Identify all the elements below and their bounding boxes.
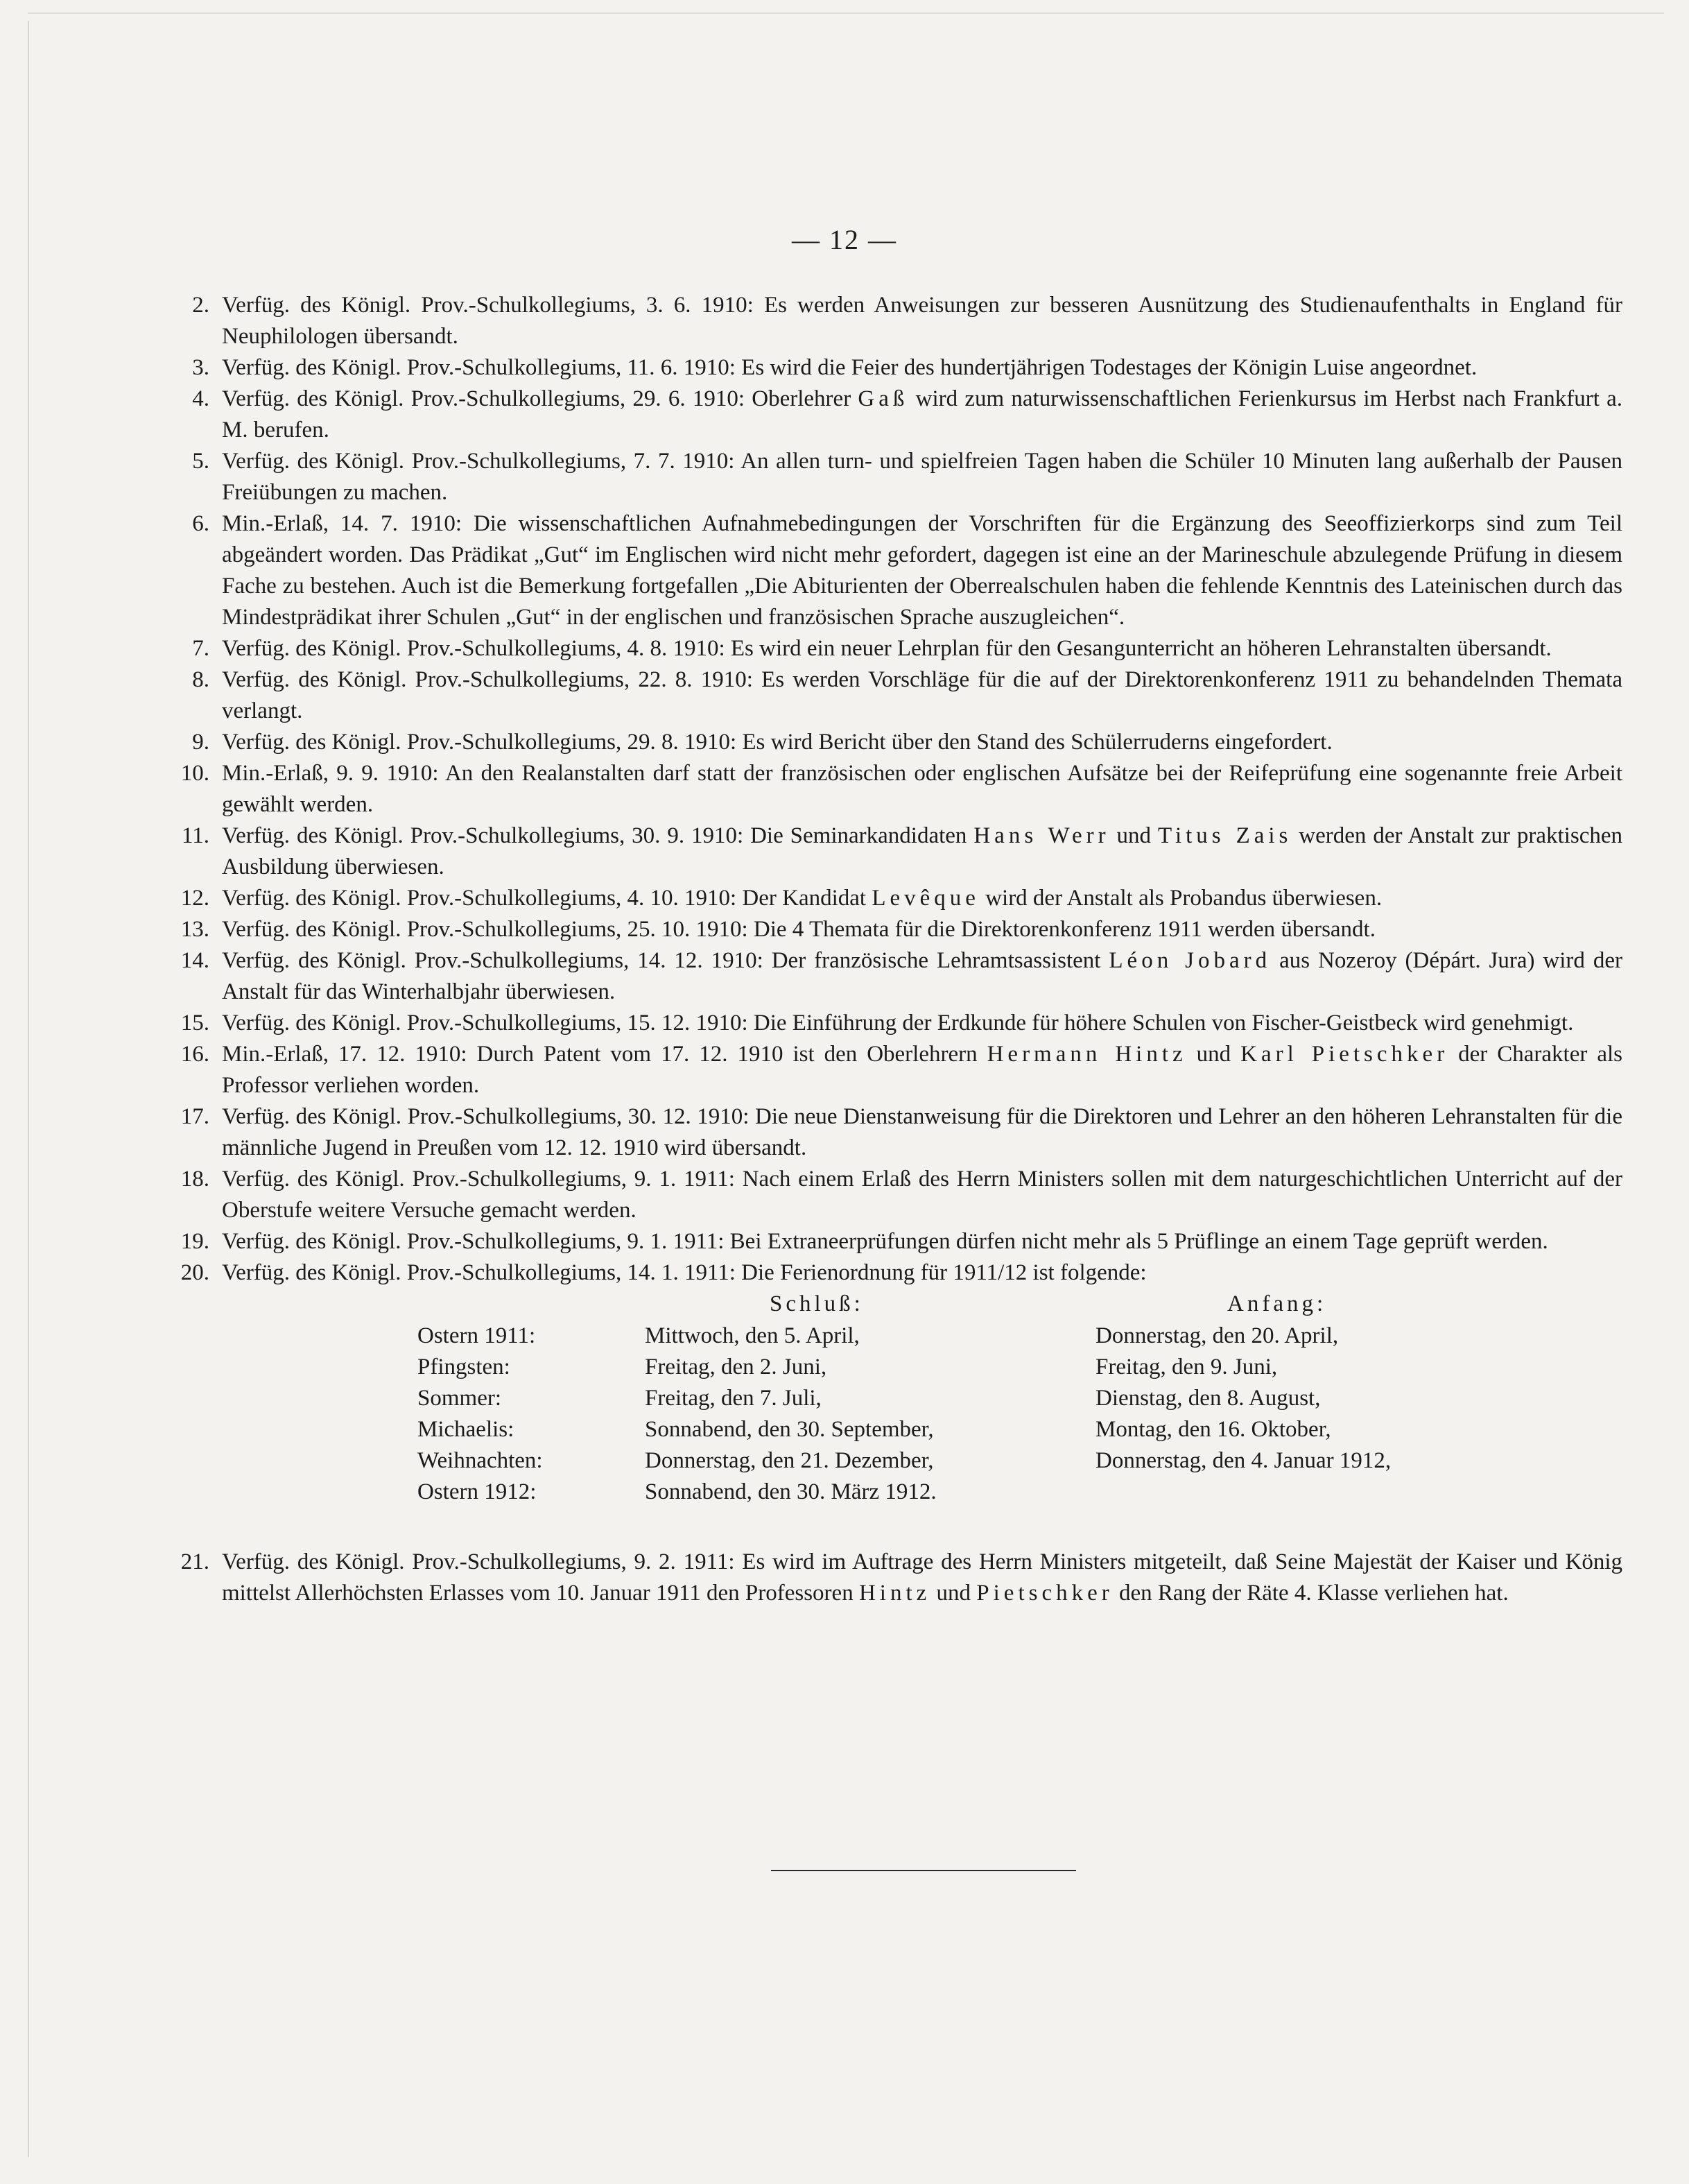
- person-name: Titus Zais: [1157, 823, 1292, 848]
- list-item: 19. Verfüg. des Königl. Prov.-Schulkollegiums, 9. 1. 1911: Bei Extraneerprüfungen dürfen nicht mehr als 5 Prüflinge an einem Tage geprüft werden.: [180, 1229, 1548, 1254]
- document-body: [180, 290, 1622, 1609]
- person-name: Hans Werr: [973, 823, 1110, 848]
- person-name: Léon Jobard: [1109, 948, 1272, 973]
- list-item: 11. Verfüg. des Königl. Prov.-Schulkollegiums, 30. 9. 1910: Die Seminarkandidaten Hans Werr und Titus Zais werden der Anstalt zur praktischen Ausbildung überwiesen.: [181, 823, 1622, 879]
- table-row: Ostern 1911: Mittwoch, den 5. April, Donnerstag, den 20. April,: [417, 1323, 1339, 1348]
- list-item: 6. Min.-Erlaß, 14. 7. 1910: Die wissenschaftlichen Aufnahmebedingungen der Vorschriften für die Ergänzung des Seeoffizierkorps sind zum Teil abgeändert worden. Das Prädikat „Gut“ im Englischen wird nicht mehr gefordert, dagegen ist eine an der Marineschule abzulegende Prüfung in diesem Fache zu bestehen. Auch ist die Bemerkung fortgefallen „Die Abiturienten der Oberrealschulen haben die fehlende Kenntnis des Lateinischen durch das Mindestprädikat ihrer Schulen „Gut“ in der englischen und französischen Sprache auszugleichen“.: [192, 511, 1622, 630]
- list-item: 21. Verfüg. des Königl. Prov.-Schulkollegiums, 9. 2. 1911: Es wird im Auftrage des Herrn Ministers mitgeteilt, daß Seine Majestät der Kaiser und König mittelst Allerhöchsten Erlasses vom 10. Januar 1911 den Professoren Hintz und Pietschker den Rang der Räte 4. Klasse verliehen hat.: [180, 1549, 1622, 1606]
- list-item: 13. Verfüg. des Königl. Prov.-Schulkollegiums, 25. 10. 1910: Die 4 Themata für die Direktorenkonferenz 1911 werden übersandt.: [180, 917, 1376, 942]
- list-item: 4. Verfüg. des Königl. Prov.-Schulkollegiums, 29. 6. 1910: Oberlehrer Gaß wird zum naturwissenschaftlichen Ferienkursus im Herbst nach Frankfurt a. M. berufen.: [192, 386, 1622, 442]
- table-row: Michaelis: Sonnabend, den 30. September, Montag, den 16. Oktober,: [417, 1417, 1331, 1442]
- list-item: 3. Verfüg. des Königl. Prov.-Schulkollegiums, 11. 6. 1910: Es wird die Feier des hundertjährigen Todestages der Königin Luise angeordnet.: [192, 355, 1478, 380]
- list-item: 14. Verfüg. des Königl. Prov.-Schulkollegiums, 14. 12. 1910: Der französische Lehramtsassistent Léon Jobard aus Nozeroy (Dépárt. Jura) wird der Anstalt für das Winterhalbjahr überwiesen.: [180, 948, 1622, 1004]
- table-row: Sommer: Freitag, den 7. Juli, Dienstag, den 8. August,: [417, 1386, 1321, 1411]
- list-item: 17. Verfüg. des Königl. Prov.-Schulkollegiums, 30. 12. 1910: Die neue Dienstanweisung für die Direktoren und Lehrer an den höheren Lehranstalten für die männliche Jugend in Preußen vom 12. 12. 1910 wird übersandt.: [180, 1104, 1622, 1160]
- column-header-schluss: Schluß:: [770, 1291, 864, 1316]
- page-number: — 12 —: [792, 224, 897, 255]
- list-item: 15. Verfüg. des Königl. Prov.-Schulkollegiums, 15. 12. 1910: Die Einführung der Erdkunde für höhere Schulen von Fischer-Geistbeck wird genehmigt.: [180, 1011, 1574, 1035]
- closing-rule: [771, 1870, 1076, 1871]
- list-item: 2. Verfüg. des Königl. Prov.-Schulkollegiums, 3. 6. 1910: Es werden Anweisungen zur besseren Ausnützung des Studienaufenthalts in England für Neuphilologen übersandt.: [192, 293, 1622, 349]
- person-name: Hintz: [858, 1581, 931, 1606]
- person-name: Levêque: [872, 886, 980, 911]
- person-name: Hermann Hintz: [987, 1042, 1187, 1067]
- list-item: 18. Verfüg. des Königl. Prov.-Schulkollegiums, 9. 1. 1911: Nach einem Erlaß des Herrn Ministers sollen mit dem naturgeschichtlichen Unterricht auf der Oberstufe weitere Versuche gemacht werden.: [180, 1167, 1622, 1223]
- table-row: Ostern 1912: Sonnabend, den 30. März 1912.: [417, 1479, 937, 1504]
- table-row: Pfingsten: Freitag, den 2. Juni, Freitag, den 9. Juni,: [417, 1355, 1278, 1379]
- table-row: Weihnachten: Donnerstag, den 21. Dezember, Donnerstag, den 4. Januar 1912,: [417, 1448, 1392, 1473]
- list-item: 8. Verfüg. des Königl. Prov.-Schulkollegiums, 22. 8. 1910: Es werden Vorschläge für die auf der Direktorenkonferenz 1911 zu behandelnden Themata verlangt.: [192, 667, 1622, 723]
- list-item: 9. Verfüg. des Königl. Prov.-Schulkollegiums, 29. 8. 1910: Es wird Bericht über den Stand des Schülerruderns eingefordert.: [192, 730, 1333, 755]
- person-name: Pietschker: [976, 1581, 1114, 1606]
- list-item: 10. Min.-Erlaß, 9. 9. 1910: An den Realanstalten darf statt der französischen oder englischen Aufsätze bei der Reifeprüfung eine sogenannte freie Arbeit gewählt werden.: [180, 761, 1622, 817]
- list-item: 12. Verfüg. des Königl. Prov.-Schulkollegiums, 4. 10. 1910: Der Kandidat Levêque wird der Anstalt als Probandus überwiesen.: [180, 886, 1383, 911]
- page-edge-top: [28, 12, 1664, 14]
- page-edge-left: [28, 21, 29, 2157]
- list-item: 5. Verfüg. des Königl. Prov.-Schulkollegiums, 7. 7. 1910: An allen turn- und spielfreien Tagen haben die Schüler 10 Minuten lang außerhalb der Pausen Freiübungen zu machen.: [192, 449, 1622, 505]
- list-item: 16. Min.-Erlaß, 17. 12. 1910: Durch Patent vom 17. 12. 1910 ist den Oberlehrern Hermann Hintz und Karl Pietschker der Charakter als Professor verliehen worden.: [180, 1042, 1622, 1098]
- person-name: Gaß: [858, 386, 909, 411]
- list-item: 20. Verfüg. des Königl. Prov.-Schulkollegiums, 14. 1. 1911: Die Ferienordnung für 1911/12 ist folgende:: [180, 1260, 1147, 1285]
- holiday-table: [222, 1289, 1622, 1547]
- column-header-anfang: Anfang:: [1227, 1291, 1327, 1316]
- person-name: Karl Pietschker: [1240, 1042, 1449, 1067]
- list-item: 7. Verfüg. des Königl. Prov.-Schulkollegiums, 4. 8. 1910: Es wird ein neuer Lehrplan für den Gesangunterricht an höheren Lehranstalten übersandt.: [192, 636, 1552, 661]
